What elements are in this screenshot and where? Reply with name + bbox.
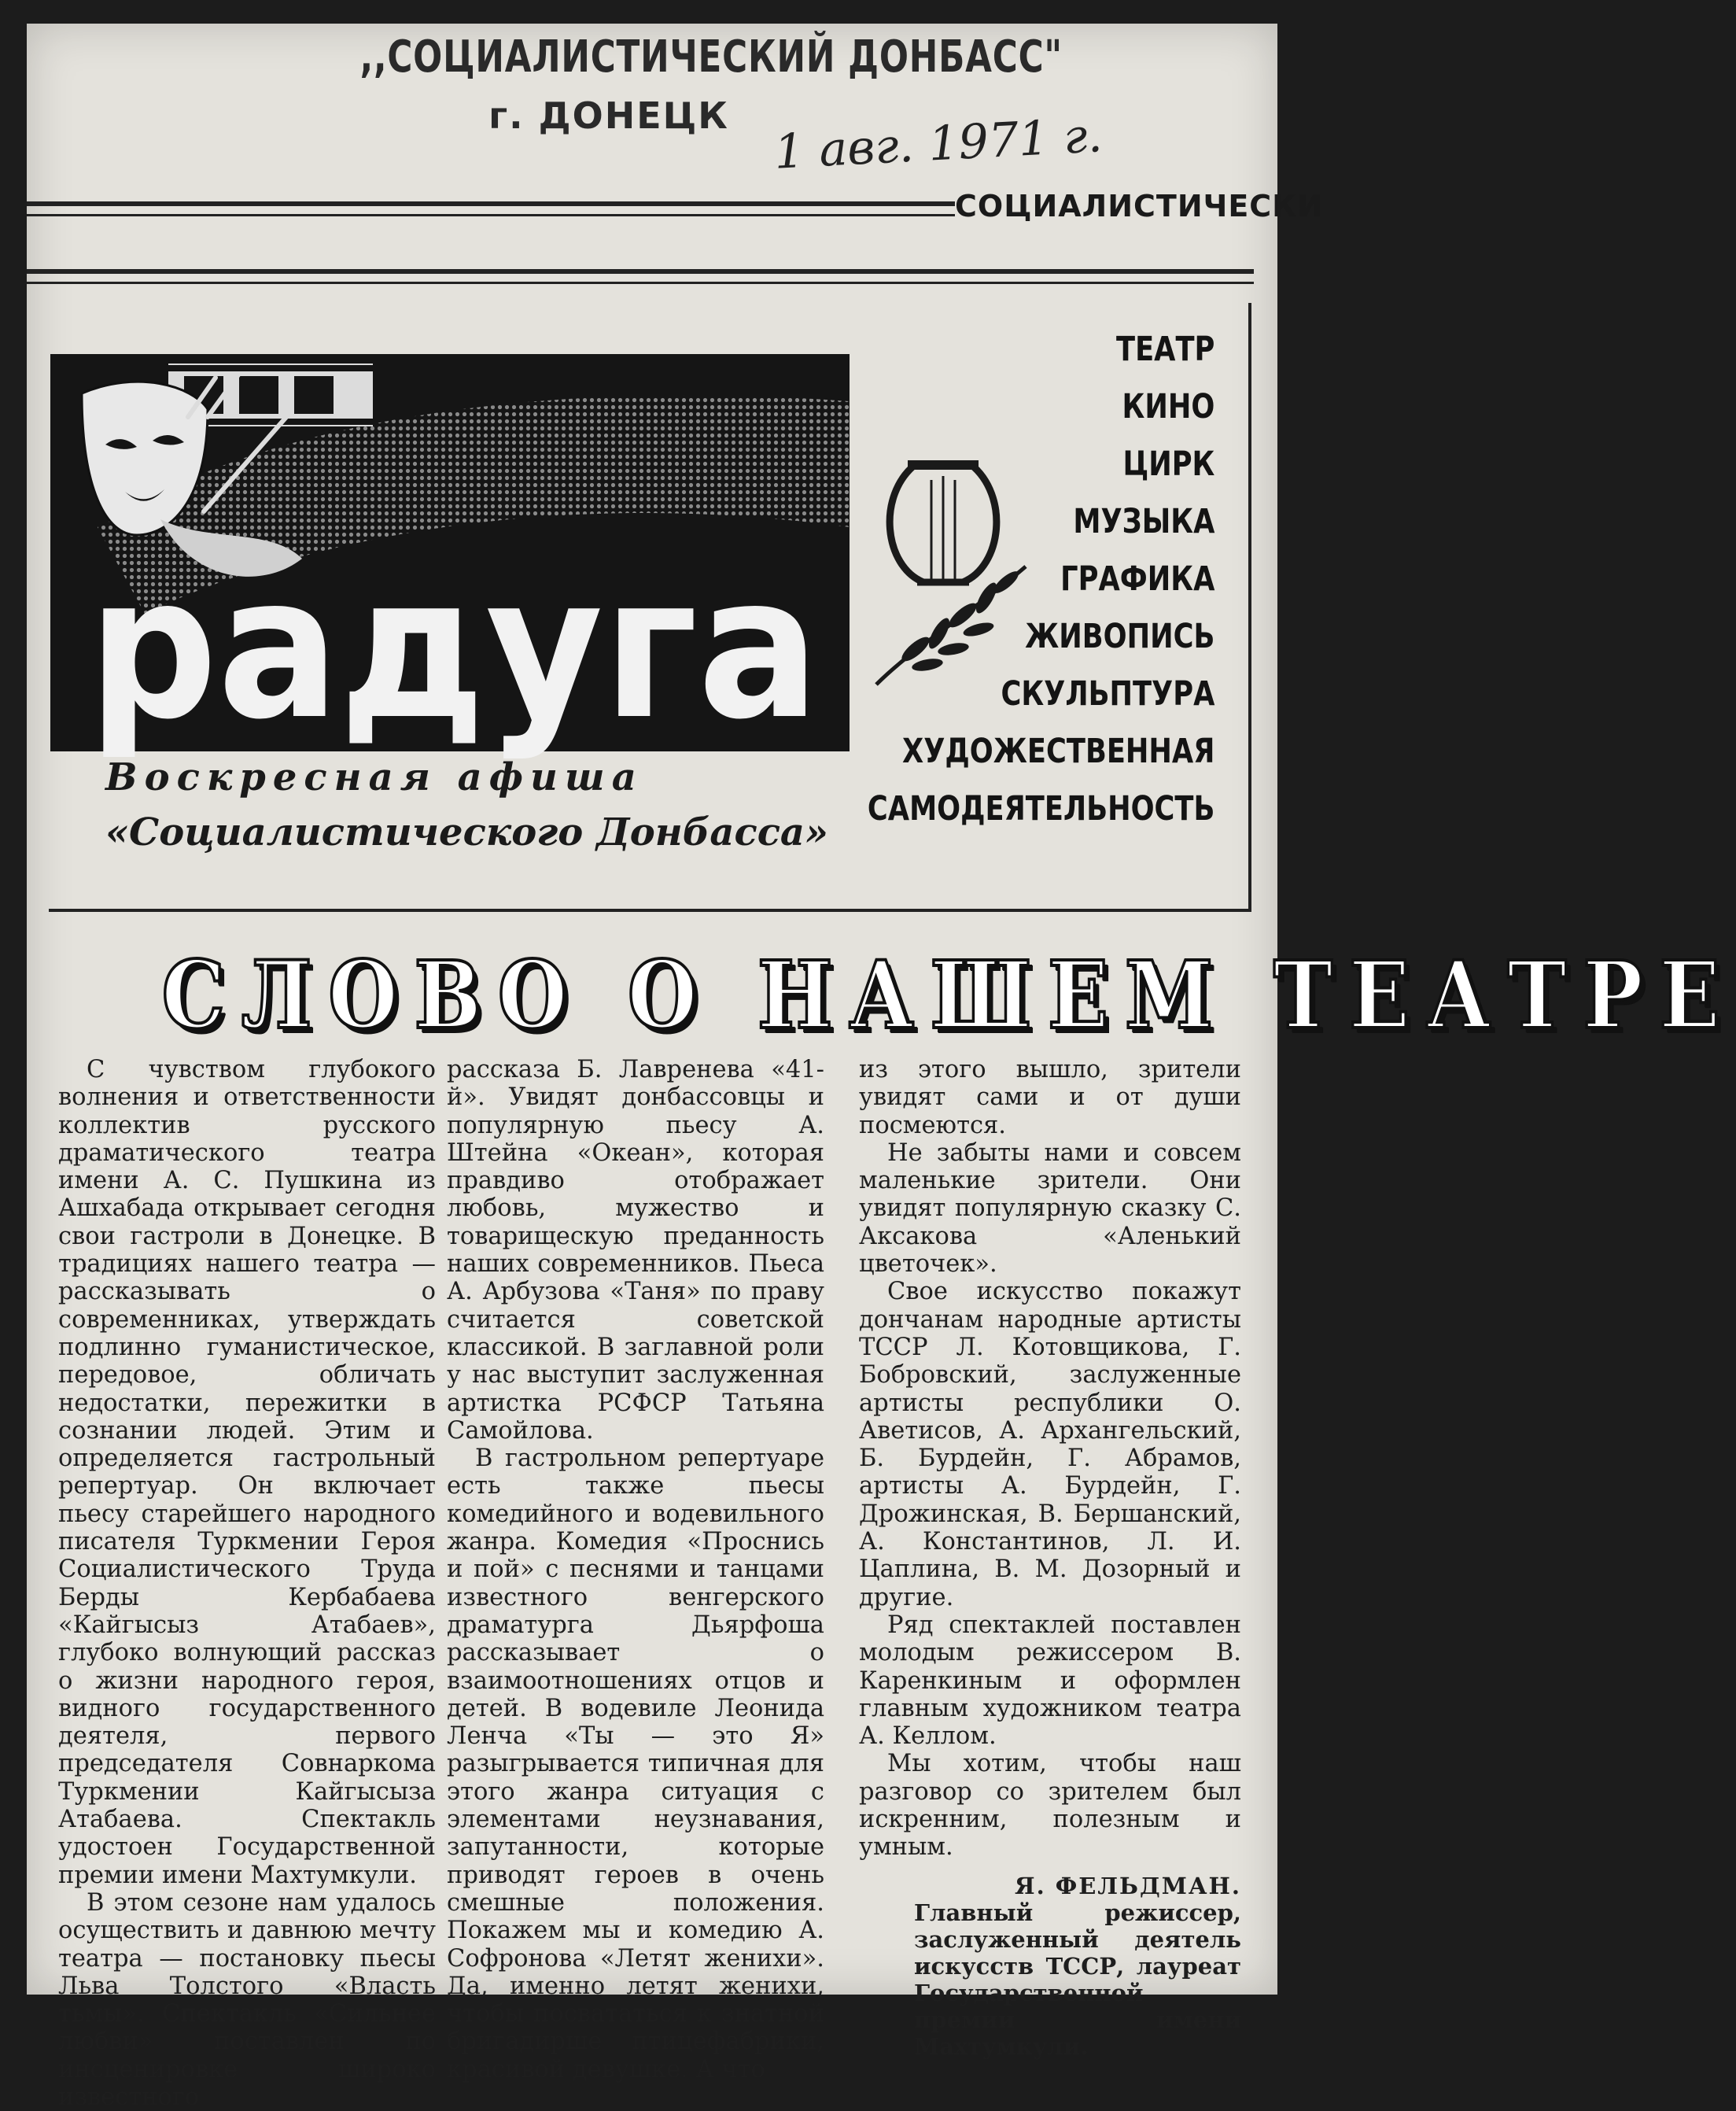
section-rule-top (27, 269, 1254, 274)
category-theatre: ТЕАТР (1115, 330, 1214, 369)
article-title: СЛОВО О НАШЕМ ТЕАТРЕ (161, 940, 1736, 1050)
masthead-rule-bottom (27, 214, 955, 216)
paragraph: Не забыты нами и совсем маленькие зрители. Они увидят популярную сказку С. Аксакова «Аленький цветочек». (859, 1139, 1241, 1279)
raduga-logo (50, 354, 850, 762)
author-signature (859, 1873, 1241, 2060)
article-column-3 (859, 1056, 1241, 2060)
paragraph: В этом сезоне нам удалось осуществить и давнюю мечту театра — постановку пьесы Льва Толстого «Власть тьмы». Спектакль «Сильнее любви» поставлен по инсценировке широко известного (58, 1888, 436, 2111)
logo-word: радуга (88, 533, 820, 762)
paragraph: С чувством глубокого волнения и ответственности коллектив русского драматического театра имени А. С. Пушкина из Ашхабада открывает сегодня свои гастроли в Донецке. В традициях нашего театра — рассказывать о современниках, утверждать подлинно гуманистическое, передовое, обличать недостатки, пережитки в сознании людей. Этим и определяется гастрольный репертуар. Он включает пьесу старейшего народного писателя Туркмении Героя Социалистического Труда Берды Кербабаева «Кайгысыз Атабаев», глубоко волнующий рассказ о жизни народного героя, видного государственного деятеля, первого председателя Совнаркома Туркмении Кайгысыза Атабаева. Спектакль удостоен Государственной премии имени Махтумкули. (58, 1056, 436, 1889)
paragraph: В гастрольном репертуаре есть также пьесы комедийного и водевильного жанра. Комедия «Проснись и пой» с песнями и танцами известного венгерского драматурга Дьярфоша рассказывает о взаимоотношениях отцов и детей. В водевиле Леонида Ленча «Ты — это Я» разыгрывается типичная для этого жанра ситуация с элементами неузнавания, запутанности, которые приводят героев в очень смешные положения. Покажем мы и комедию А. Софронова «Летят женихи». Да, именно летят женихи, чтобы посвататься к знатной бригадирше птицефабрики, красивой девушке. А что (447, 1445, 824, 2083)
article-column-2 (447, 1056, 824, 2083)
category-music: МУЗЫКА (1073, 502, 1214, 541)
tagline-line2: «Социалистического Донбасса» (105, 810, 829, 854)
masthead-fragment: СОЦИАЛИСТИЧЕСКИ (955, 189, 1324, 223)
category-cinema: КИНО (1122, 387, 1214, 426)
masthead-rule-top (27, 201, 955, 206)
author-name: Я. ФЕЛЬДМАН. (1015, 1872, 1241, 1899)
section-rule-bottom (27, 282, 1254, 284)
category-painting: ЖИВОПИСЬ (1024, 617, 1214, 656)
author-title: Главный режиссер, заслуженный деятель искусств ТССР, лауреат Государственной премии имени Махтумкули. (914, 1899, 1241, 2060)
category-sculpture: СКУЛЬПТУРА (1001, 674, 1214, 714)
handwritten-date: 1 авг. 1971 г. (772, 108, 1104, 180)
paragraph: рассказа Б. Лавренева «41-й». Увидят донбассовцы и популярную пьесу А. Штейна «Океан», которая правдиво отображает любовь, мужество и товарищескую преданность наших современников. Пьеса А. Арбузова «Таня» по праву считается советской классикой. В заглавной роли у нас выступит заслуженная артистка РСФСР Татьяна Самойлова. (447, 1056, 824, 1445)
archive-stamp-line2: г. ДОНЕЦК (488, 94, 729, 137)
paragraph: Свое искусство покажут дончанам народные артисты ТССР Л. Котовщикова, Г. Бобровский, заслуженные артисты республики О. Аветисов, А. Архангельский, Б. Бурдейн, Г. Абрамов, артисты А. Бурдейн, Г. Дрожинская, В. Бершанский, А. Константинов, Л. И. Цаплина, В. М. Дозорный и другие. (859, 1278, 1241, 1611)
tagline-line1: Воскресная афиша (105, 755, 643, 799)
category-graphics: ГРАФИКА (1060, 559, 1214, 599)
archive-stamp-line1: ,,СОЦИАЛИСТИЧЕСКИЙ ДОНБАСС" (359, 31, 1063, 83)
article-column-1 (58, 1056, 436, 2111)
section-tagline (105, 755, 829, 854)
paragraph: из этого вышло, зрители увидят сами и от души посмеются. (859, 1056, 1241, 1139)
newspaper-clipping (27, 24, 1736, 2111)
logo-graphic (50, 354, 850, 762)
category-amateur-2: САМОДЕЯТЕЛЬНОСТЬ (867, 789, 1214, 829)
category-circus: ЦИРК (1122, 445, 1214, 484)
paragraph: Ряд спектаклей поставлен молодым режиссером В. Каренкиным и оформлен главным художником театра А. Келлом. (859, 1611, 1241, 1751)
category-list (868, 321, 1214, 838)
category-amateur-1: ХУДОЖЕСТВЕННАЯ (901, 732, 1214, 771)
paragraph: Мы хотим, чтобы наш разговор со зрителем был искренним, полезным и умным. (859, 1750, 1241, 1862)
